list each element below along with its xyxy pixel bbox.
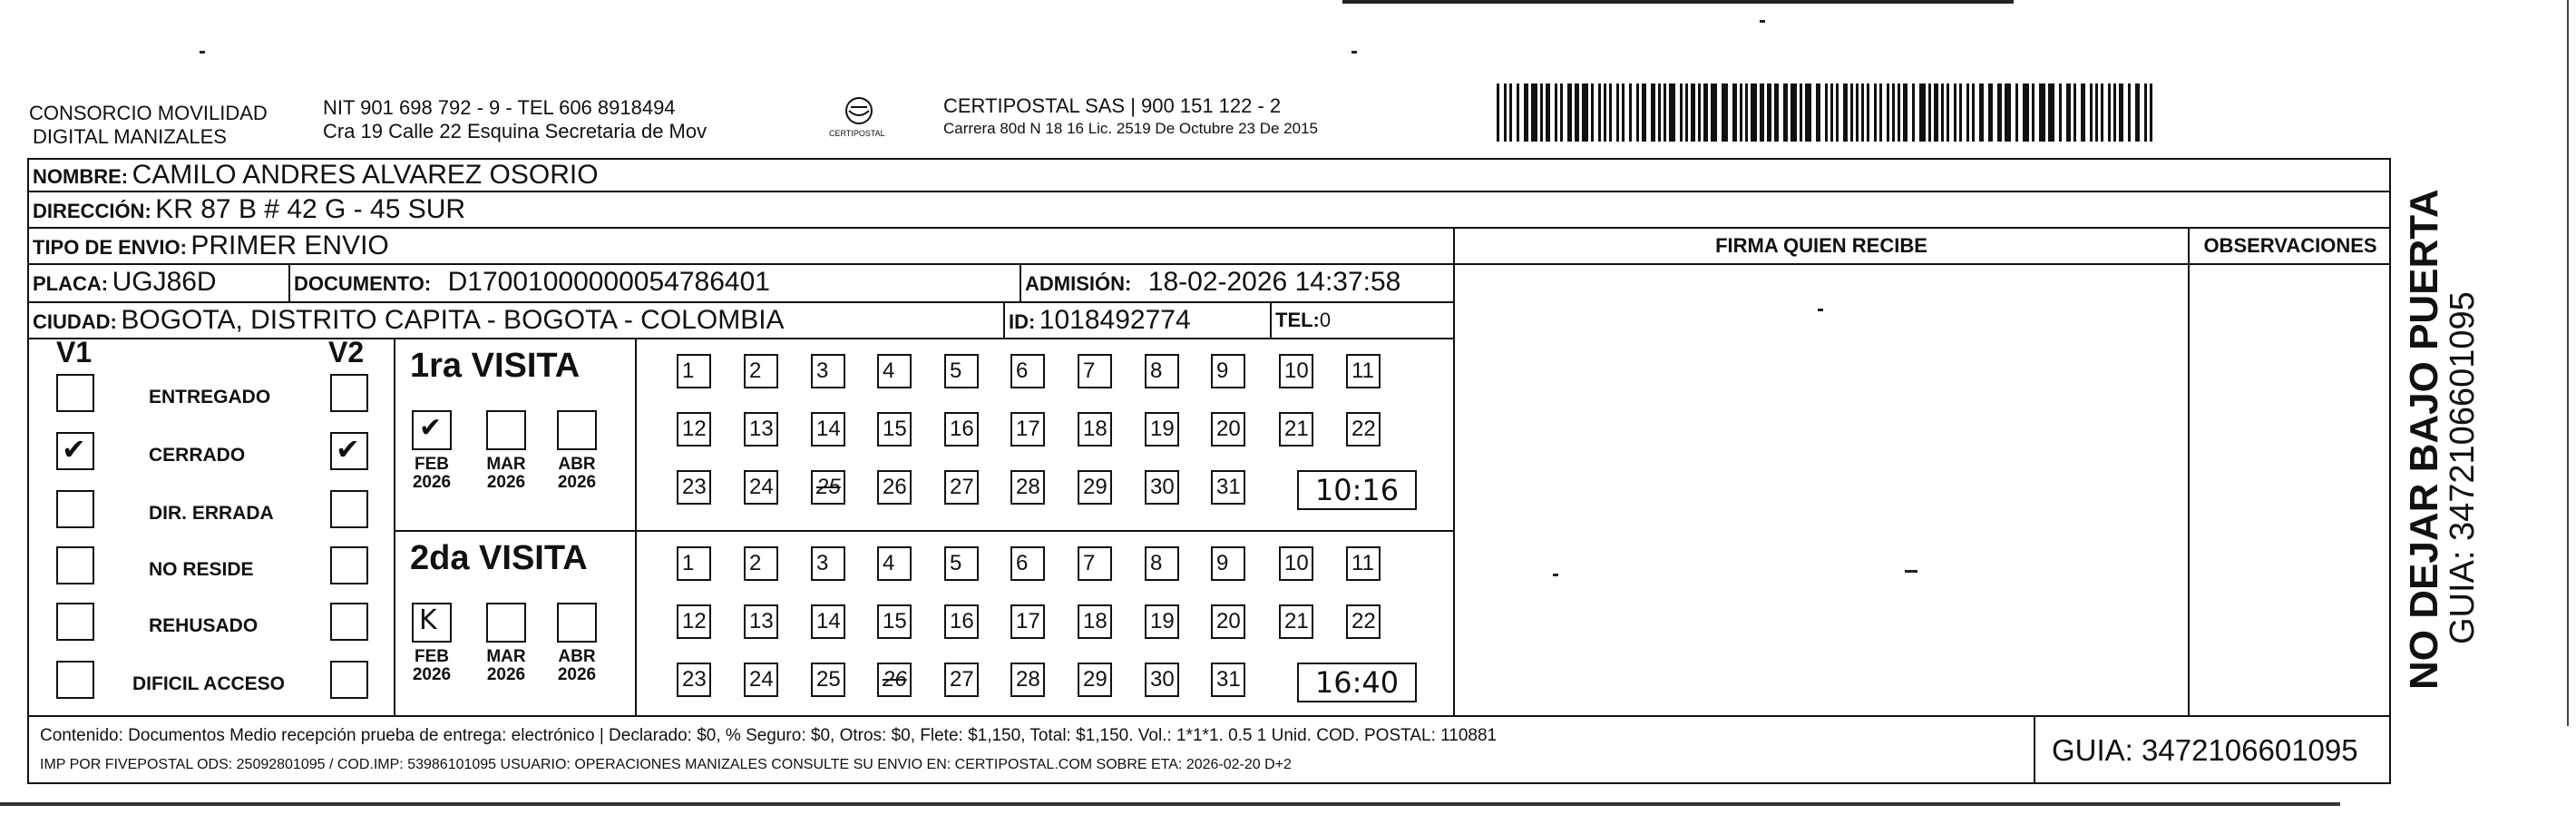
barcode-bar [1698, 83, 1701, 142]
day-box[interactable]: 31 [1211, 663, 1245, 697]
nit-text: NIT 901 698 792 - 9 - TEL 606 8918494 [323, 96, 676, 119]
month-label [479, 648, 533, 684]
barcode-bar [1504, 83, 1507, 142]
day-box[interactable]: 26 [877, 663, 912, 697]
barcode-bar [1658, 83, 1661, 142]
day-box[interactable]: 5 [944, 546, 979, 581]
day-box[interactable]: 29 [1078, 470, 1112, 505]
barcode-bar [1555, 83, 1557, 142]
scan-speck [1760, 20, 1765, 23]
barcode-bar [2150, 83, 2152, 142]
day-box[interactable]: 2 [744, 546, 778, 581]
barcode-bar [1680, 83, 1683, 142]
logo-icon [827, 93, 891, 147]
time-box[interactable]: 10:16 [1297, 470, 1417, 510]
day-box[interactable]: 10 [1279, 546, 1313, 581]
barcode [1495, 83, 2161, 142]
day-box[interactable]: 28 [1010, 470, 1045, 505]
barcode-bar [2015, 83, 2018, 142]
barcode-bar [1546, 83, 1550, 142]
barcode-bar [2113, 83, 2116, 142]
barcode-bar [1941, 83, 1944, 142]
month-checkbox[interactable] [486, 603, 526, 643]
consortium-line2: DIGITAL MANIZALES [33, 125, 227, 148]
day-box[interactable]: 27 [944, 470, 979, 505]
v2-checkbox[interactable] [330, 661, 368, 699]
day-box[interactable]: 23 [677, 663, 711, 697]
side-warning [2404, 182, 2480, 690]
month-year: 2026 [412, 473, 452, 492]
barcode-bar [1959, 83, 1962, 142]
month-checkbox[interactable] [412, 410, 452, 450]
v2-check-mark: ✔ [336, 432, 360, 466]
documento-value: D17001000000054786401 [447, 267, 770, 297]
firma-divider [1453, 227, 1455, 715]
day-box[interactable]: 30 [1145, 470, 1179, 505]
scan-speck [200, 51, 205, 54]
day-box[interactable]: 23 [677, 470, 711, 505]
placa-label: PLACA: [33, 272, 109, 295]
firma-header-line [1453, 263, 2391, 265]
footer-guia-divider [2034, 715, 2035, 784]
documento-label: DOCUMENTO: [294, 272, 432, 295]
day-box[interactable]: 20 [1211, 604, 1245, 639]
day-box[interactable]: 19 [1145, 412, 1179, 447]
nombre-row [33, 160, 599, 191]
row-line-4 [27, 301, 1455, 303]
day-box[interactable]: 2 [744, 354, 778, 388]
status-divider [394, 338, 395, 715]
day-box[interactable]: 5 [944, 354, 979, 388]
day-box[interactable]: 15 [877, 604, 912, 639]
day-box[interactable]: 11 [1346, 354, 1381, 388]
day-box[interactable]: 28 [1010, 663, 1045, 697]
day-box[interactable]: 25 [811, 470, 845, 505]
day-box[interactable]: 1 [677, 354, 711, 388]
day-box[interactable]: 16 [944, 604, 979, 639]
v1-check-mark: ✔ [62, 432, 86, 466]
day-box[interactable]: 7 [1078, 354, 1112, 388]
month-label [479, 456, 533, 492]
scan-top-line [1342, 0, 2014, 4]
certipostal-logo [827, 93, 891, 147]
barcode-bar [1622, 83, 1625, 142]
barcode-bar [2066, 83, 2071, 142]
barcode-bar [2073, 83, 2076, 142]
direccion-row [33, 194, 465, 225]
barcode-bar [1856, 83, 1859, 142]
barcode-bar [1524, 83, 1528, 142]
barcode-bar [1616, 83, 1619, 142]
nombre-label: NOMBRE: [33, 165, 129, 188]
day-box[interactable]: 26 [877, 470, 912, 505]
v1-checkbox[interactable] [56, 374, 94, 412]
barcode-bar [1575, 83, 1579, 142]
tel-field [1275, 309, 1331, 332]
contenido-text: Contenido: Documentos Medio recepción prueba de entrega: electrónico | Declarado: $0, % Seguro: $0, Otros: $0, Flete: $1,150, Total: $1,150. Vol.: 1*1*1. 0.5 1 Unid. COD. POSTAL: 110881 [40, 726, 1498, 745]
barcode-bar [1740, 83, 1742, 142]
month-name: ABR [558, 647, 596, 666]
barcode-bar [1767, 83, 1771, 142]
right-edge-line [2567, 0, 2569, 726]
barcode-bar [1850, 83, 1853, 142]
side-guia-text: GUIA: 3472106601095 [2444, 291, 2482, 644]
day-box[interactable]: 8 [1145, 546, 1179, 581]
scan-speck [1351, 51, 1357, 54]
month-name: FEB [415, 647, 449, 666]
documento-field [294, 267, 770, 298]
barcode-bar [1836, 83, 1839, 142]
day-box[interactable]: 15 [877, 412, 912, 447]
barcode-bar [1874, 83, 1877, 142]
admision-field [1025, 267, 1400, 298]
id-divider [1003, 301, 1005, 338]
barcode-bar [1582, 83, 1588, 142]
barcode-bar [1879, 83, 1882, 142]
barcode-bar [1791, 83, 1797, 142]
id-field [1009, 305, 1191, 336]
tel-divider [1270, 301, 1272, 338]
admision-value: 18-02-2026 14:37:58 [1147, 267, 1401, 297]
status-label: DIR. ERRADA [149, 503, 274, 524]
status-label: REHUSADO [149, 615, 259, 636]
month-year: 2026 [486, 473, 526, 492]
month-label [550, 456, 604, 492]
month-checkbox[interactable] [557, 410, 597, 450]
day-box[interactable]: 21 [1279, 604, 1313, 639]
status-label: CERRADO [149, 445, 246, 466]
barcode-bar [1560, 83, 1563, 142]
barcode-bar [2005, 83, 2011, 142]
barcode-bar [1979, 83, 1984, 142]
barcode-bar [2128, 83, 2131, 142]
month-check-mark: ✔ [419, 412, 443, 444]
tipo-row [33, 231, 389, 261]
barcode-bar [1540, 83, 1543, 142]
day-box[interactable]: 24 [744, 470, 778, 505]
v2-checkbox[interactable] [330, 603, 368, 641]
barcode-bar [1669, 83, 1675, 142]
status-label: ENTREGADO [149, 387, 271, 408]
barcode-bar [1609, 83, 1612, 142]
scan-speck [1905, 570, 1917, 573]
barcode-bar [2144, 83, 2147, 142]
barcode-bar [1567, 83, 1572, 142]
barcode-bar [1745, 83, 1748, 142]
barcode-bar [1830, 83, 1833, 142]
day-box[interactable]: 25 [811, 663, 845, 697]
direccion-label: DIRECCIÓN: [33, 200, 151, 222]
consortium-name [29, 102, 268, 149]
ciudad-label: CIUDAD: [33, 310, 117, 333]
barcode-bar [1642, 83, 1646, 142]
month-label [405, 648, 459, 684]
barcode-bar [1988, 83, 1993, 142]
barcode-bar [1867, 83, 1869, 142]
barcode-bar [1843, 83, 1848, 142]
month-label [550, 648, 604, 684]
visit-title: 2da VISITA [410, 539, 588, 577]
month-checkbox[interactable] [486, 410, 526, 450]
barcode-bar [2039, 83, 2045, 142]
barcode-bar [1732, 83, 1737, 142]
day-box[interactable]: 27 [944, 663, 979, 697]
barcode-bar [2090, 83, 2093, 142]
direccion-value: KR 87 B # 42 G - 45 SUR [155, 194, 466, 224]
certipostal-line1: CERTIPOSTAL SAS | 900 151 122 - 2 [943, 94, 1282, 117]
barcode-bar [1685, 83, 1688, 142]
day-box[interactable]: 18 [1078, 412, 1112, 447]
scan-speck [1818, 309, 1823, 311]
v1-checkbox[interactable] [56, 432, 94, 470]
barcode-bar [1604, 83, 1606, 142]
certipostal-line2: Carrera 80d N 18 16 Lic. 2519 De Octubre 23 De 2015 [943, 120, 1318, 137]
day-box[interactable]: 22 [1346, 604, 1381, 639]
tel-value: 0 [1319, 309, 1332, 331]
day-box[interactable]: 20 [1211, 412, 1245, 447]
barcode-bar [1509, 83, 1512, 142]
firma-label: FIRMA QUIEN RECIBE [1715, 234, 1927, 257]
barcode-bar [1947, 83, 1949, 142]
admision-divider [1020, 263, 1021, 301]
row-line-3 [27, 263, 1455, 265]
day-box[interactable]: 30 [1145, 663, 1179, 697]
day-box[interactable]: 12 [677, 604, 711, 639]
barcode-bar [2108, 83, 2111, 142]
v1-checkbox[interactable] [56, 546, 94, 584]
barcode-bar [2081, 83, 2085, 142]
barcode-bar [1997, 83, 2002, 142]
barcode-bar [1591, 83, 1594, 142]
barcode-bar [1531, 83, 1537, 142]
day-box[interactable]: 9 [1211, 546, 1245, 581]
day-box[interactable]: 11 [1346, 546, 1381, 581]
day-box[interactable]: 4 [877, 354, 912, 388]
day-box[interactable]: 21 [1279, 412, 1313, 447]
barcode-bar [1711, 83, 1717, 142]
month-checkbox[interactable] [557, 603, 597, 643]
month-year: 2026 [557, 473, 597, 492]
day-box[interactable]: 3 [811, 354, 845, 388]
v2-checkbox[interactable] [330, 546, 368, 584]
month-name: MAR [486, 647, 526, 666]
barcode-bar [2048, 83, 2054, 142]
day-box[interactable]: 22 [1346, 412, 1381, 447]
day-box[interactable]: 13 [744, 412, 778, 447]
month-year: 2026 [412, 665, 452, 684]
barcode-bar [1751, 83, 1757, 142]
certipostal-info [943, 94, 1318, 138]
no-dejar-text: NO DEJAR BAJO PUERTA [2402, 189, 2446, 690]
row-line-1 [27, 191, 2391, 192]
day-box[interactable]: 10 [1279, 354, 1313, 388]
day-box[interactable]: 3 [811, 546, 845, 581]
barcode-bar [1629, 83, 1632, 142]
barcode-bar [1919, 83, 1926, 142]
barcode-bar [2101, 83, 2103, 142]
placa-divider [288, 263, 290, 301]
status-label: DIFICIL ACCESO [132, 673, 286, 694]
barcode-bar [1760, 83, 1764, 142]
v1-checkbox[interactable] [56, 661, 94, 699]
barcode-bar [1912, 83, 1915, 142]
barcode-bar [1691, 83, 1695, 142]
month-label [405, 456, 459, 492]
scan-speck [1553, 574, 1558, 576]
barcode-bar [1783, 83, 1788, 142]
placa-field [33, 267, 217, 298]
logo-text: CERTIPOSTAL [829, 129, 885, 138]
row-line-2 [27, 227, 2391, 229]
day-box[interactable]: 29 [1078, 663, 1112, 697]
tipo-label: TIPO DE ENVIO: [33, 236, 187, 259]
barcode-graphic [1495, 83, 2161, 142]
tel-label: TEL: [1275, 309, 1320, 331]
barcode-bar [1928, 83, 1931, 142]
day-box[interactable]: 31 [1211, 470, 1245, 505]
barcode-bar [1598, 83, 1601, 142]
day-box[interactable]: 8 [1145, 354, 1179, 388]
day-box[interactable]: 24 [744, 663, 778, 697]
month-year: 2026 [557, 665, 597, 684]
v2-checkbox[interactable] [330, 490, 368, 528]
v2-checkbox[interactable] [330, 374, 368, 412]
visit-title: 1ra VISITA [410, 347, 581, 385]
day-box[interactable]: 12 [677, 412, 711, 447]
month-checkbox[interactable] [412, 603, 452, 643]
consortium-line1: CONSORCIO MOVILIDAD [29, 102, 268, 124]
obs-divider [2188, 227, 2190, 715]
day-box[interactable]: 14 [811, 604, 845, 639]
address-text: Cra 19 Calle 22 Esquina Secretaria de Mov [323, 120, 707, 142]
barcode-bar [1497, 83, 1499, 142]
month-check-mark: K [419, 604, 437, 636]
barcode-bar [1664, 83, 1666, 142]
day-box[interactable]: 1 [677, 546, 711, 581]
day-box[interactable]: 4 [877, 546, 912, 581]
day-box[interactable]: 16 [944, 412, 979, 447]
barcode-bar [1825, 83, 1828, 142]
month-name: ABR [558, 455, 596, 474]
barcode-bar [1966, 83, 1969, 142]
barcode-bar [1861, 83, 1864, 142]
imp-text: IMP POR FIVEPOSTAL ODS: 25092801095 / COD.IMP: 53986101095 USUARIO: OPERACIONES MANIZALES CONSULTE SU ENVIO EN: CERTIPOSTAL.COM SOBRE ETA: 2026-02-20 D+2 [40, 757, 1292, 772]
barcode-bar [1800, 83, 1802, 142]
barcode-bar [1517, 83, 1519, 142]
tipo-value: PRIMER ENVIO [190, 231, 389, 260]
id-value: 1018492774 [1039, 305, 1191, 335]
consortium-contact [323, 96, 707, 143]
v2-header: V2 [328, 336, 365, 368]
v1-header: V1 [56, 336, 93, 368]
footer-guia: GUIA: 3472106601095 [2052, 733, 2358, 767]
barcode-bar [2119, 83, 2123, 142]
ciudad-value: BOGOTA, DISTRITO CAPITA - BOGOTA - COLOMBIA [121, 305, 785, 335]
barcode-bar [2023, 83, 2029, 142]
id-label: ID: [1009, 310, 1036, 333]
barcode-bar [1954, 83, 1956, 142]
scan-bottom-line [0, 802, 2340, 806]
barcode-bar [1816, 83, 1820, 142]
observaciones-label: OBSERVACIONES [2203, 234, 2377, 257]
visit-divider [394, 530, 1455, 532]
barcode-bar [1651, 83, 1655, 142]
day-box[interactable]: 17 [1010, 604, 1045, 639]
day-box[interactable]: 18 [1078, 604, 1112, 639]
month-divider [635, 338, 637, 715]
day-box[interactable]: 6 [1010, 546, 1045, 581]
barcode-bar [1636, 83, 1639, 142]
barcode-bar [1903, 83, 1908, 142]
v1-checkbox[interactable] [56, 490, 94, 528]
barcode-bar [1805, 83, 1811, 142]
barcode-bar [2095, 83, 2098, 142]
day-box[interactable]: 14 [811, 412, 845, 447]
row-line-5 [27, 338, 1455, 339]
barcode-bar [1722, 83, 1728, 142]
barcode-bar [2135, 83, 2140, 142]
month-year: 2026 [486, 665, 526, 684]
time-box[interactable]: 16:40 [1297, 663, 1417, 702]
month-name: FEB [415, 455, 449, 474]
v1-checkbox[interactable] [56, 603, 94, 641]
barcode-bar [2059, 83, 2062, 142]
day-box[interactable]: 6 [1010, 354, 1045, 388]
status-label: NO RESIDE [149, 559, 254, 580]
footer-line [27, 715, 2391, 717]
barcode-bar [1892, 83, 1895, 142]
barcode-bar [1934, 83, 1938, 142]
barcode-bar [1972, 83, 1975, 142]
day-box[interactable]: 13 [744, 604, 778, 639]
barcode-bar [1703, 83, 1708, 142]
admision-label: ADMISIÓN: [1025, 272, 1132, 295]
v2-checkbox[interactable] [330, 432, 368, 470]
day-box[interactable]: 7 [1078, 546, 1112, 581]
ciudad-field [33, 305, 785, 336]
barcode-bar [1898, 83, 1900, 142]
barcode-bar [1774, 83, 1779, 142]
barcode-bar [2032, 83, 2034, 142]
barcode-bar [1887, 83, 1889, 142]
day-box[interactable]: 9 [1211, 354, 1245, 388]
nombre-value: CAMILO ANDRES ALVAREZ OSORIO [132, 160, 599, 190]
day-box[interactable]: 19 [1145, 604, 1179, 639]
placa-value: UGJ86D [112, 267, 217, 297]
month-name: MAR [486, 455, 526, 474]
day-box[interactable]: 17 [1010, 412, 1045, 447]
